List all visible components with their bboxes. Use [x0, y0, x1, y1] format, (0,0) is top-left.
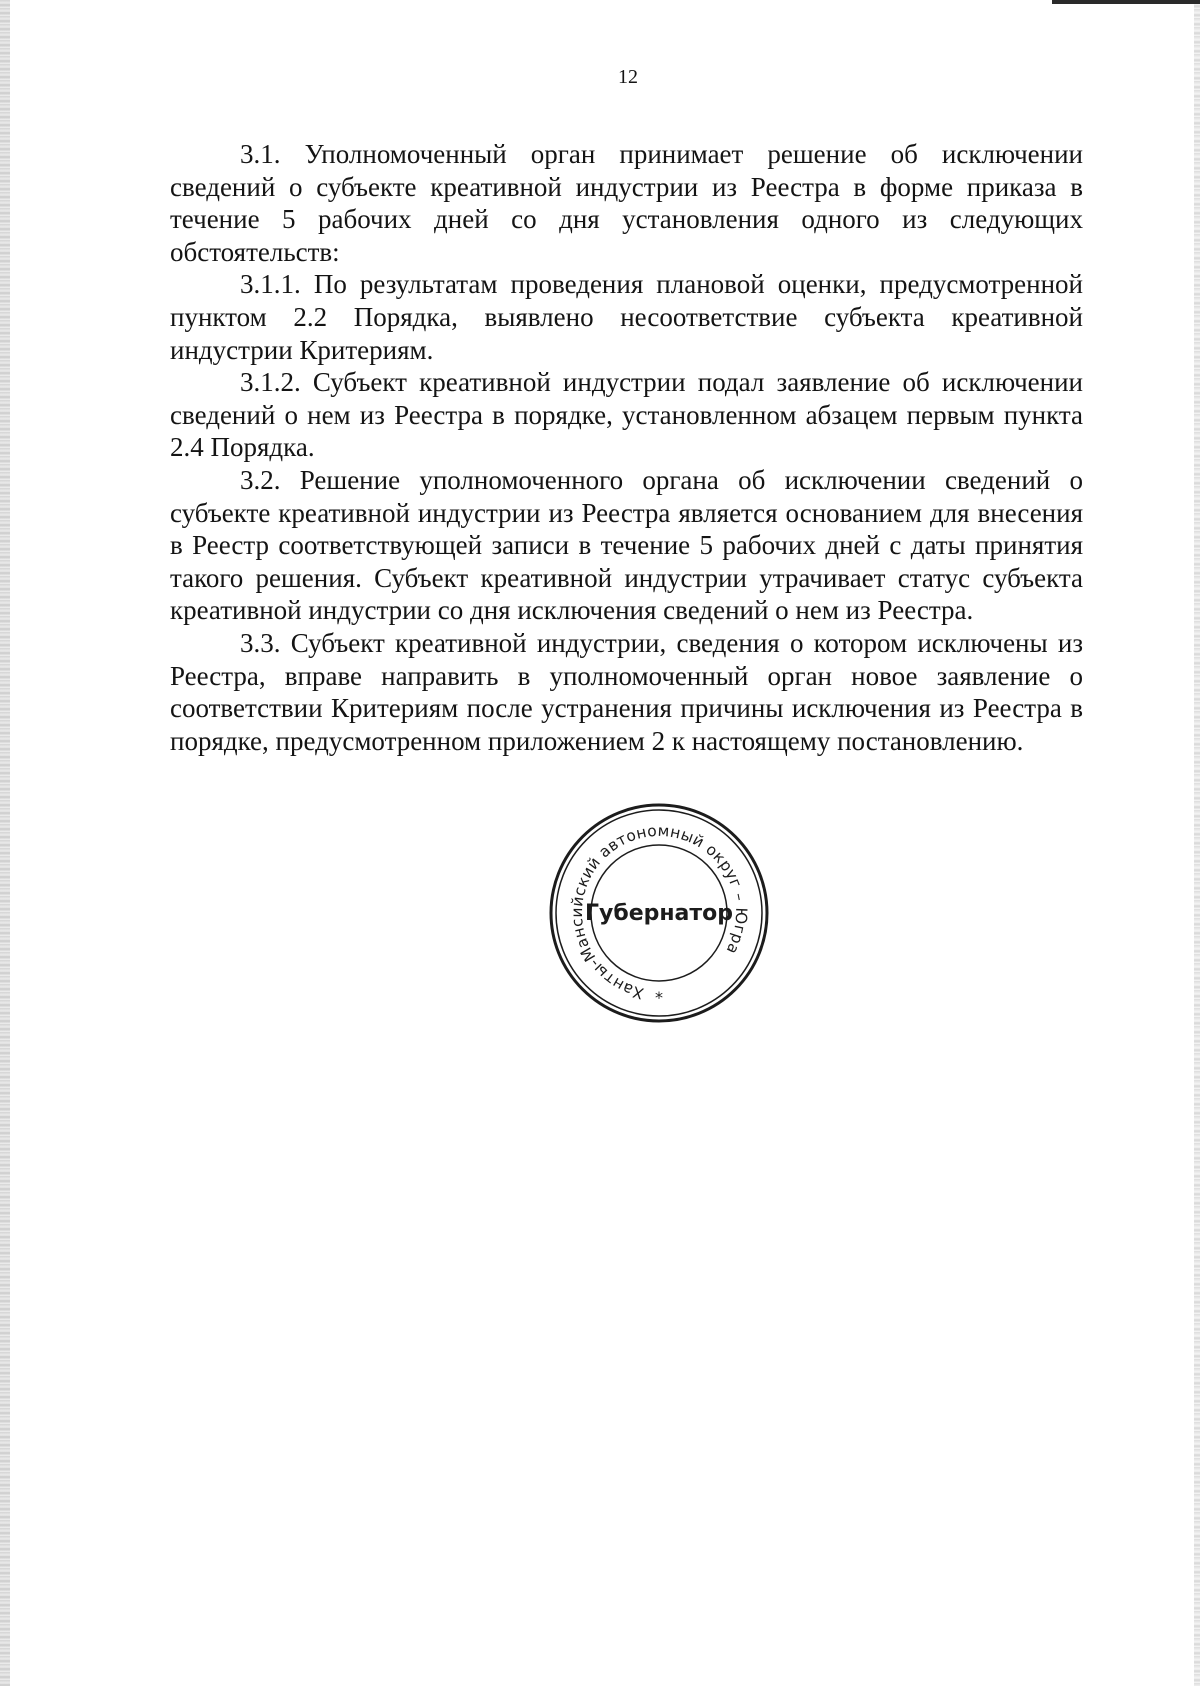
- governor-stamp: [548, 802, 770, 1024]
- scan-mark-top: [1052, 0, 1200, 4]
- paragraph-3-2: 3.2. Решение уполномоченного органа об исключении сведений о субъекте креативной индустрии из Реестра является основанием для внесения в Реестр соответствующей записи в течение 5 рабочих дней с даты принятия такого решения. Субъект креативной индустрии утрачивает статус субъекта креативной индустрии со дня исключения сведений о нем из Реестра.: [170, 464, 1083, 626]
- stamp-center-text: Губернатор: [584, 901, 734, 926]
- scan-edge-right: [1194, 0, 1200, 1686]
- stamp-seal-graphic: [548, 802, 770, 1024]
- paragraph-3-1: 3.1. Уполномоченный орган принимает решение об исключении сведений о субъекте креативной индустрии из Реестра в форме приказа в течение 5 рабочих дней со дня установления одного из следующих обстоятельств:: [170, 139, 1083, 267]
- paragraph-3-1-2: 3.1.2. Субъект креативной индустрии подал заявление об исключении сведений о нем из Реестра в порядке, установленном абзацем первым пункта 2.4 Порядка.: [170, 367, 1083, 463]
- stamp-ring-text: Ханты-Мансийский автономный округ – Югра: [567, 821, 751, 1003]
- scan-edge-left: [0, 0, 10, 1686]
- page-number: 12: [618, 66, 638, 88]
- stamp-star: *: [655, 988, 663, 1007]
- document-body: [170, 138, 1083, 757]
- paragraph-3-1-1: 3.1.1. По результатам проведения плановой оценки, предусмотренной пунктом 2.2 Порядка, выявлено несоответствие субъекта креативной индустрии Критериям.: [170, 269, 1083, 365]
- paragraph-3-3: 3.3. Субъект креативной индустрии, сведения о котором исключены из Реестра, вправе направить в уполномоченный орган новое заявление о соответствии Критериям после устранения причины исключения из Реестра в порядке, предусмотренном приложением 2 к настоящему постановлению.: [170, 627, 1083, 756]
